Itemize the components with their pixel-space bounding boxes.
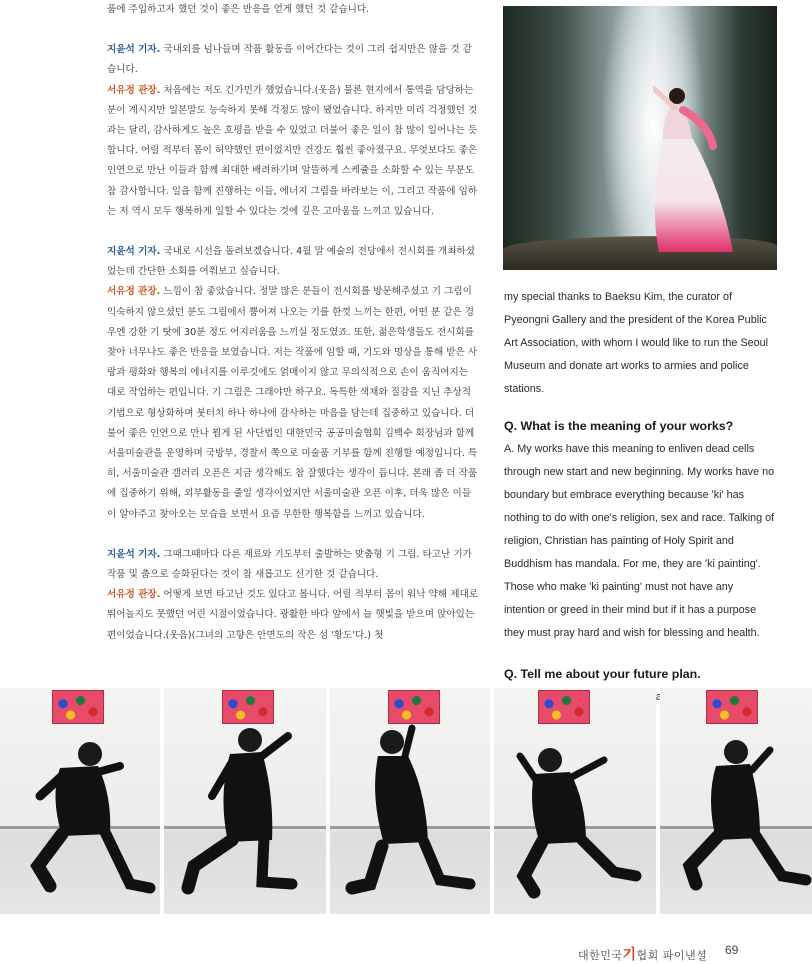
question-text: 국내로 시선을 돌려보겠습니다. 4월 말 예술의 전당에서 전시회를 개최하셨었는데 간단한 소회를 여쭤보고 싶습니다. [107, 246, 475, 278]
dance-sequence-strip [0, 688, 812, 914]
ko-question-1 [107, 40, 479, 80]
ko-answer-1 [107, 81, 479, 222]
logo-ki: 기 [622, 947, 637, 963]
dancer-figure [164, 716, 326, 906]
ko-answer-2 [107, 282, 479, 524]
waterfall-dance-photo [503, 6, 777, 270]
en-answer-1: A. My works have this meaning to enliven dead cells through new start and new beginning. My works have no boundary but embrace everything because 'ki' has nothing to do with one's religion, sex and race. Talking of religion, Christian has painting of Holy Spirit and Buddhism has mandala. For me, they are 'ki painting'. Those who make 'ki painting' must not have any intention or greed in their mind but if it has a purpose they must pray hard and wish for blessing and health. [504, 443, 775, 639]
answer-text: 어떻게 보면 타고난 것도 있다고 봅니다. 어릴 적부터 몸이 워낙 약해 제대로 뛰어놀지도 못했던 어린 시절이었습니다. 광활한 바다 앞에서 늘 햇빛을 받으며 앉아있는 편이었습니다.(웃음)(그녀의 고향은 안면도의 작은 섬 '황도'다.) 첫 [107, 589, 479, 641]
en-paragraph: my special thanks to Baeksu Kim, the curator of Pyeongni Gallery and the president of the Korea Public Art Association, with whom I would like to run the Seoul Museum and donate art works to armies and police stations. [504, 291, 769, 395]
dancer-figure [653, 84, 743, 259]
ko-paragraph: 품에 주입하고자 했던 것이 좋은 반응을 얻게 했던 것 같습니다. [107, 4, 370, 15]
ko-answer-3 [107, 585, 479, 646]
dance-photo-5 [660, 688, 812, 914]
speaker-director: 서유정 관장. [107, 84, 161, 96]
dance-photo-1 [0, 688, 160, 914]
speaker-reporter: 지윤석 기자. [107, 548, 161, 560]
logo-prefix: 대한민국 [578, 949, 623, 962]
magazine-logo [578, 944, 707, 964]
english-interview-column [504, 286, 776, 709]
answer-text: 처음에는 저도 긴가민가 했었습니다.(웃음) 물론 현지에서 통역을 담당하는 분이 계시지만 일본말도 능숙하지 못해 걱정도 많이 됐었습니다. 하지만 미리 걱정했던 것과는 달리, 감사하게도 높은 호평을 받을 수 있었고 더불어 좋은 일이 참 많이 일어나는 듯 합니다. 어릴 적부터 몸이 허약했던 편이었지만 건강도 훨씬 좋아졌구요. 무엇보다도 좋은 인연으로 만난 이들과 함께 최대한 배려하기며 알뜰하게 스케쥴을 소화할 수 있는 부분도 참 감사합니다. 일을 함께 진행하는 이들, 에너지 그림을 바라보는 이, 그리고 작품에 임하는 저 역시 모두 행복하게 일할 수 있다는 것에 깊은 고마움을 느끼고 있습니다. [107, 84, 478, 217]
dance-photo-3 [330, 688, 490, 914]
question-text: 국내외를 넘나들며 작품 활동을 이어간다는 것이 그리 쉽지만은 않을 것 같습니다. [107, 44, 472, 76]
speaker-reporter: 지윤석 기자. [107, 246, 161, 258]
speaker-reporter: 지윤석 기자. [107, 44, 161, 56]
question-text: 그때그때마다 다른 재료와 기도부터 출발하는 맞춤형 기 그림. 타고난 기가 작품 및 춤으로 승화된다는 것이 참 새롭고도 신기한 것 같습니다. [107, 548, 472, 581]
dancer-figure [494, 716, 656, 906]
ko-question-2 [107, 242, 479, 282]
page-number: 69 [725, 943, 739, 957]
dancer-figure [660, 716, 812, 906]
speaker-director: 서유정 관장. [107, 286, 161, 298]
logo-suffix: 협회 파이낸셜 [636, 949, 708, 962]
dancer-figure [330, 716, 490, 906]
korean-interview-column [107, 0, 479, 646]
answer-text: 느낌이 참 좋았습니다. 정말 많은 분들이 전시회를 방문해주셨고 기 그림이 익숙하지 않으셨던 분도 그림에서 뿜어져 나오는 기를 한껏 느끼는 한편, 어떤 분 같은 경우엔 강한 기 탓에 30분 정도 어지러움을 느끼실 정도였죠. 또한, 젊은학생들도 전시회를 찾아 너무나도 좋은 반응을 보였습니다. 저는 작품에 임할 때, 기도와 명상을 통해 받은 사랑과 평화와 행복의 에너지를 이루것에도 얽매이지 않고 무의식적으로 손이 움직여지는 대로 작업하는 편입니다. 기 그림은 그래야만 하구요. 독특한 색채와 질감을 지닌 추상적 기법으로 형상화하며 붓터치 하나 하나에 감사하는 마음을 담는데 집중하고 있습니다. 더불어 좋은 인연으로 만나 뵙게 된 사단법인 대한민국 공공미술협회 김백수 회장님과 함께 서울미술관을 운영하며 국방부, 경찰서 쪽으로 미술품 기부를 함께 진행할 예정입니다. 특히, 서울미술관 갤러리 오픈은 지금 생각해도 참 잘했다는 생각이 듭니다. 본래 좀 더 작품 에 집중하기 위해, 외부활동을 줄일 생각이었지만 서울미술관 오픈 이후, 더욱 많은 이들이 알아주고 찾아오는 모습을 보면서 요즘 무한한 행복함을 느끼고 있습니다. [107, 286, 478, 520]
ko-question-3 [107, 545, 479, 585]
en-question-1: Q. What is the meaning of your works? [504, 419, 734, 433]
speaker-director: 서유정 관장. [107, 589, 161, 601]
en-question-2: Q. Tell me about your future plan. [504, 667, 701, 681]
dance-photo-4 [494, 688, 656, 914]
dance-photo-2 [164, 688, 326, 914]
dancer-figure [0, 716, 160, 906]
